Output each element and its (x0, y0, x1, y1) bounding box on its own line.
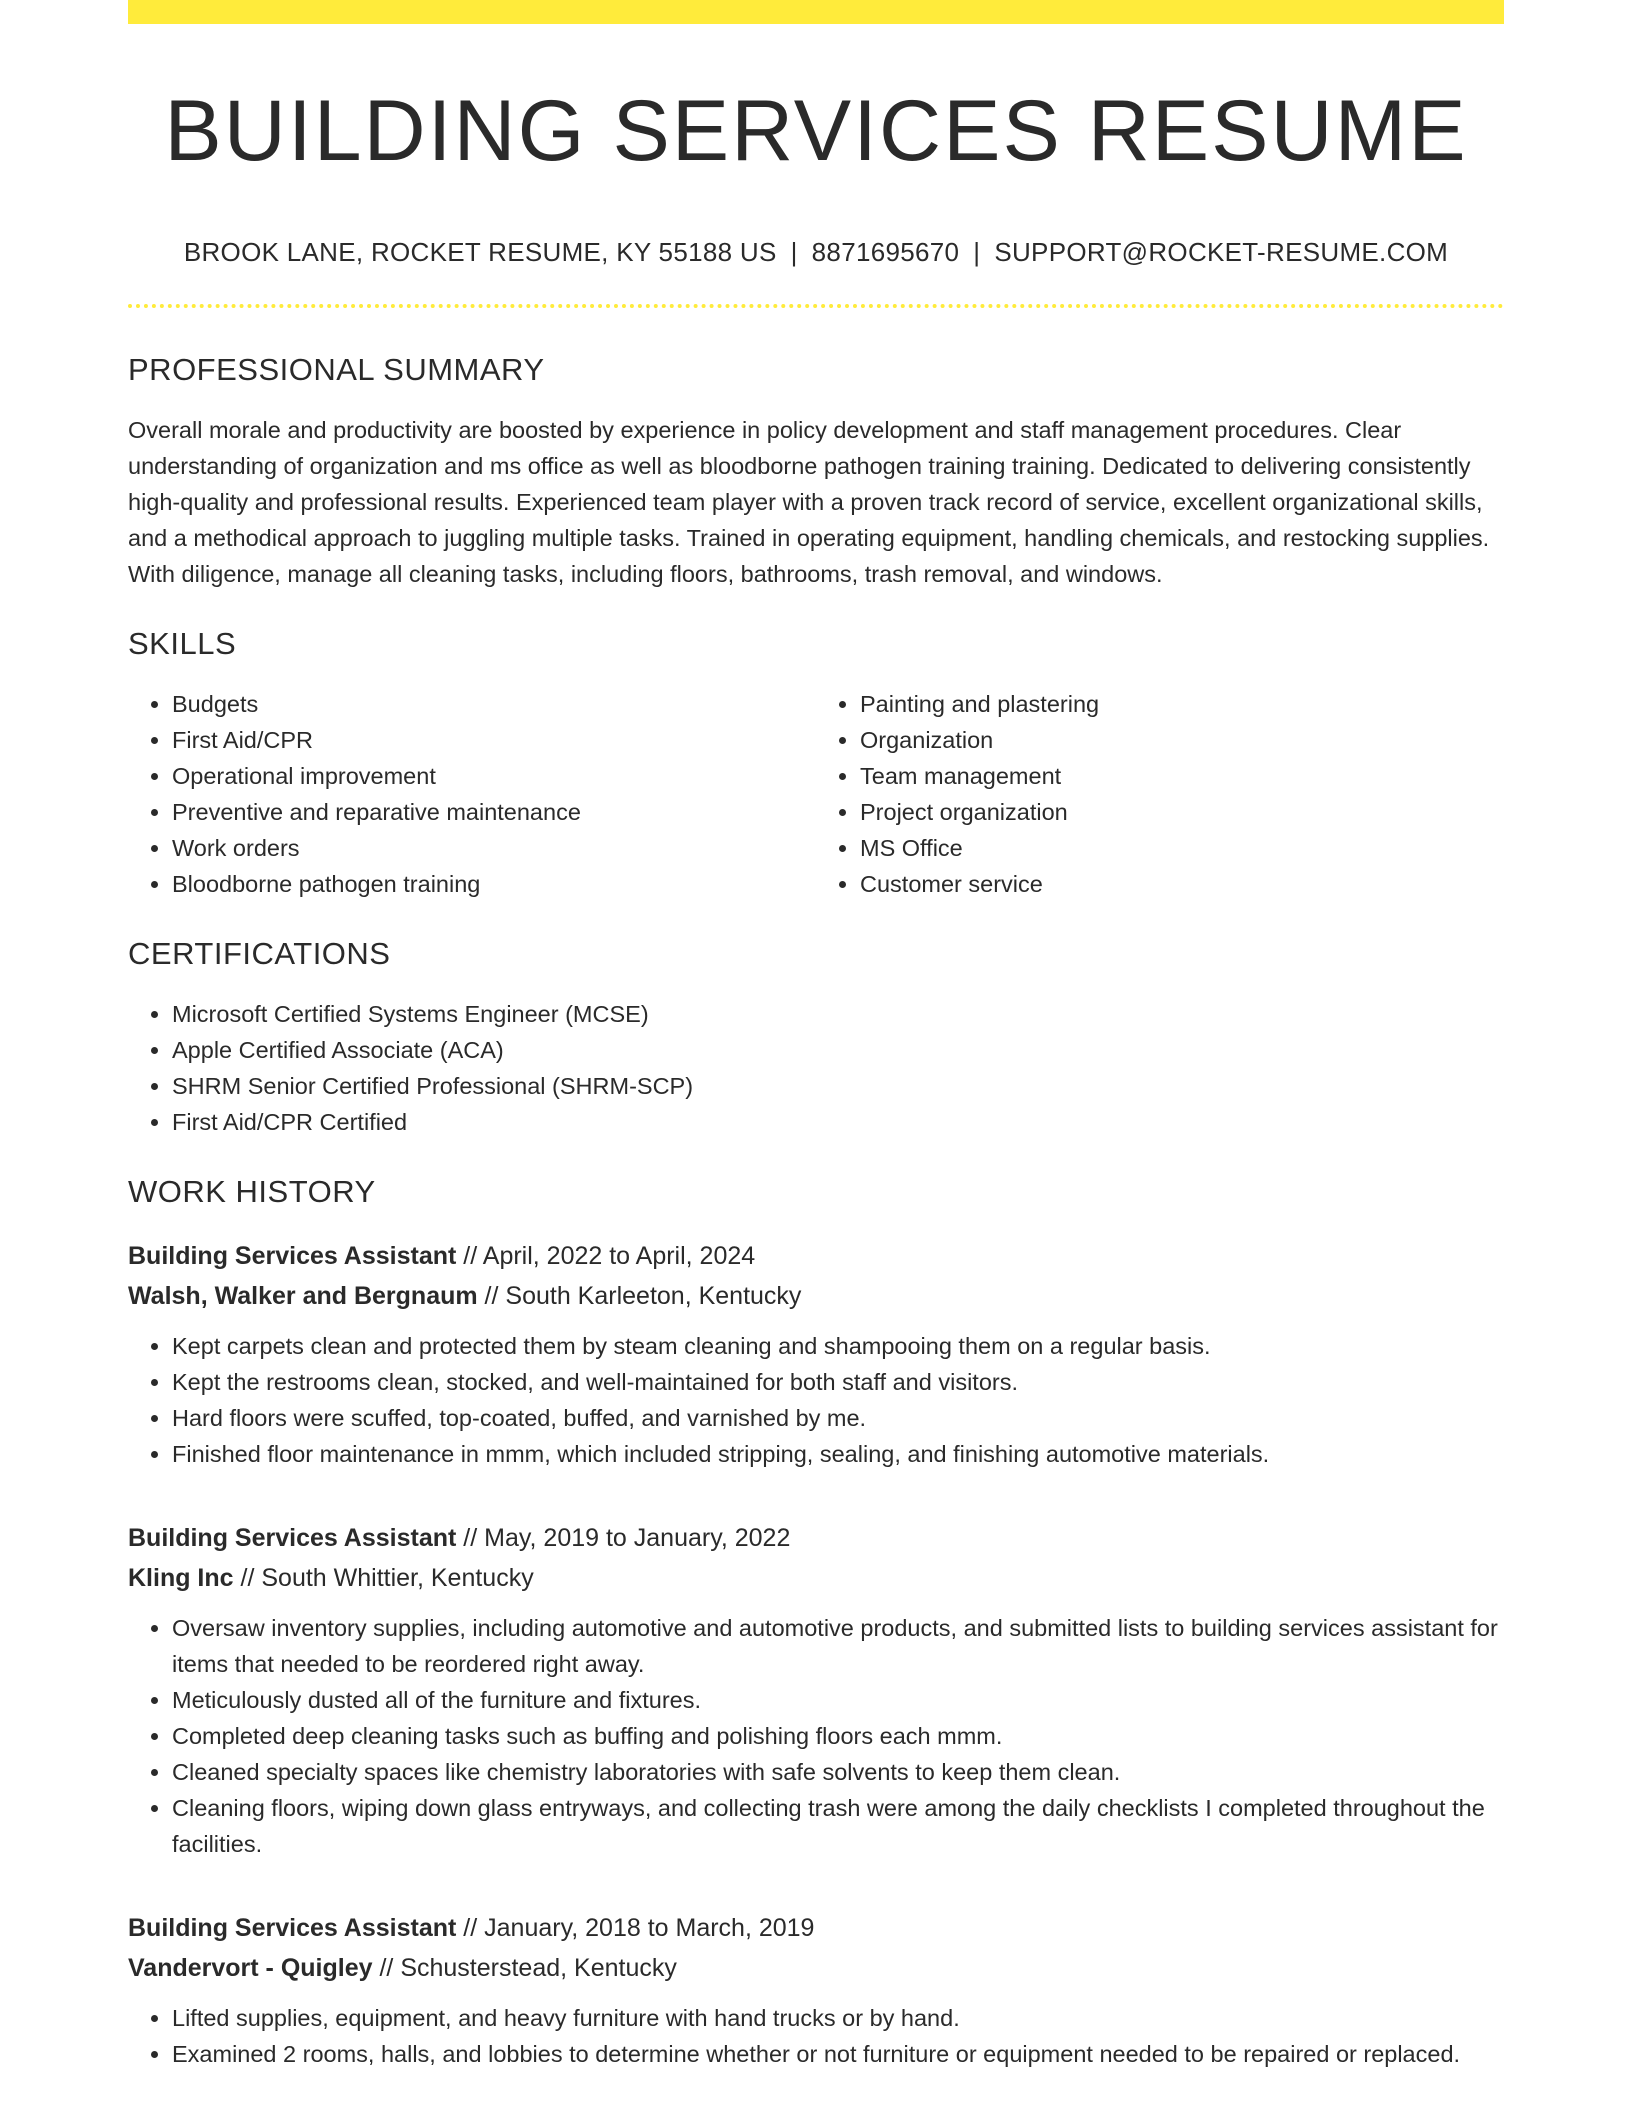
job-title: Building Services Assistant (128, 1913, 457, 1942)
job-bullet: • Examined 2 rooms, halls, and lobbies to determine whether or not furniture or equipment needed to be repaired or replaced. (172, 2036, 1504, 2072)
skills-list-right (816, 686, 1504, 902)
job-company-line: Vandervort - Quigley // Schusterstead, Kentucky (128, 1953, 677, 1982)
job-bullet: • Hard floors were scuffed, top-coated, buffed, and varnished by me. (172, 1400, 1504, 1436)
job-bullet: • Finished floor maintenance in mmm, which included stripping, sealing, and finishing automotive materials. (172, 1436, 1504, 1472)
contact-address: BROOK LANE, ROCKET RESUME, KY 55188 US (183, 236, 777, 267)
job-bullet: • Cleaning floors, wiping down glass entryways, and collecting trash were among the daily checklists I completed throughout the facilities. (172, 1790, 1504, 1862)
skill-item: • Project organization (860, 794, 1504, 830)
skill-item: • Bloodborne pathogen training (172, 866, 816, 902)
skill-item: • Budgets (172, 686, 816, 722)
job-bullet: • Kept carpets clean and protected them by steam cleaning and shampooing them on a regular basis. (172, 1328, 1504, 1364)
job-bullet: • Cleaned specialty spaces like chemistry laboratories with safe solvents to keep them clean. (172, 1754, 1504, 1790)
job-bullet: • Completed deep cleaning tasks such as buffing and polishing floors each mmm. (172, 1718, 1504, 1754)
contact-phone: 8871695670 (811, 236, 960, 267)
summary-section (128, 352, 1504, 592)
job-title: Building Services Assistant (128, 1523, 457, 1552)
job-bullets (128, 1328, 1504, 1472)
job-title-line: Building Services Assistant // May, 2019 to January, 2022 (128, 1523, 791, 1552)
job-bullets (128, 1610, 1504, 1862)
skill-item: • Organization (860, 722, 1504, 758)
contact-separator: | (973, 236, 981, 267)
certification-item: • First Aid/CPR Certified (172, 1104, 1504, 1140)
job-bullets (128, 2000, 1504, 2072)
certification-item: • Apple Certified Associate (ACA) (172, 1032, 1504, 1068)
job-company-line: Kling Inc // South Whittier, Kentucky (128, 1563, 534, 1592)
summary-text: Overall morale and productivity are boosted by experience in policy development and staff management procedures. Clear understanding of organization and ms office as well as bloodborne pathogen training training. Dedicated to delivering consistently high-quality and professional results. Experienced team player with a proven track record of service, excellent organizational skills, and a methodical approach to juggling multiple tasks. Trained in operating equipment, handling chemicals, and restocking supplies. With diligence, manage all cleaning tasks, including floors, bathrooms, trash removal, and windows. (128, 416, 1490, 587)
job-company: Walsh, Walker and Bergnaum (128, 1281, 478, 1310)
job-title: Building Services Assistant (128, 1241, 457, 1270)
summary-heading: PROFESSIONAL SUMMARY (128, 351, 545, 387)
contact-line (128, 237, 1504, 268)
skill-item: • Customer service (860, 866, 1504, 902)
certification-item: • SHRM Senior Certified Professional (SHRM-SCP) (172, 1068, 1504, 1104)
skill-item: • Painting and plastering (860, 686, 1504, 722)
skill-item: • MS Office (860, 830, 1504, 866)
certifications-list (128, 996, 1504, 1140)
resume-page (128, 0, 1504, 2072)
job-entry (128, 1908, 1504, 2072)
job-location: South Karleeton, Kentucky (505, 1281, 802, 1310)
job-entry (128, 1236, 1504, 1472)
skill-item: • Operational improvement (172, 758, 816, 794)
job-location: Schusterstead, Kentucky (400, 1953, 677, 1982)
skills-columns (128, 686, 1504, 902)
skills-list-left (128, 686, 816, 902)
job-bullet: • Meticulously dusted all of the furniture and fixtures. (172, 1682, 1504, 1718)
work-history-heading: WORK HISTORY (128, 1173, 376, 1209)
skill-item: • Preventive and reparative maintenance (172, 794, 816, 830)
certification-item: • Microsoft Certified Systems Engineer (MCSE) (172, 996, 1504, 1032)
certifications-heading: CERTIFICATIONS (128, 935, 391, 971)
contact-separator: | (790, 236, 798, 267)
dotted-divider (128, 304, 1504, 308)
job-dates: May, 2019 to January, 2022 (484, 1523, 791, 1552)
job-bullet: • Oversaw inventory supplies, including automotive and automotive products, and submitted lists to building services assistant for items that needed to be reordered right away. (172, 1610, 1504, 1682)
job-bullet: • Lifted supplies, equipment, and heavy furniture with hand trucks or by hand. (172, 2000, 1504, 2036)
work-history-section (128, 1174, 1504, 2072)
skill-item: • Team management (860, 758, 1504, 794)
job-title-line: Building Services Assistant // April, 2022 to April, 2024 (128, 1241, 756, 1270)
job-company: Kling Inc (128, 1563, 234, 1592)
job-entry (128, 1518, 1504, 1862)
certifications-section (128, 936, 1504, 1140)
skills-section (128, 626, 1504, 902)
job-location: South Whittier, Kentucky (261, 1563, 534, 1592)
job-company: Vandervort - Quigley (128, 1953, 373, 1982)
job-bullet: • Kept the restrooms clean, stocked, and well-maintained for both staff and visitors. (172, 1364, 1504, 1400)
skill-item: • First Aid/CPR (172, 722, 816, 758)
job-dates: January, 2018 to March, 2019 (484, 1913, 815, 1942)
top-accent-bar (128, 0, 1504, 24)
job-company-line: Walsh, Walker and Bergnaum // South Karleeton, Kentucky (128, 1281, 802, 1310)
contact-email[interactable]: SUPPORT@ROCKET-RESUME.COM (994, 236, 1449, 267)
job-dates: April, 2022 to April, 2024 (482, 1241, 756, 1270)
resume-title: BUILDING SERVICES RESUME (164, 83, 1468, 179)
skills-heading: SKILLS (128, 625, 237, 661)
skill-item: • Work orders (172, 830, 816, 866)
job-title-line: Building Services Assistant // January, 2018 to March, 2019 (128, 1913, 815, 1942)
